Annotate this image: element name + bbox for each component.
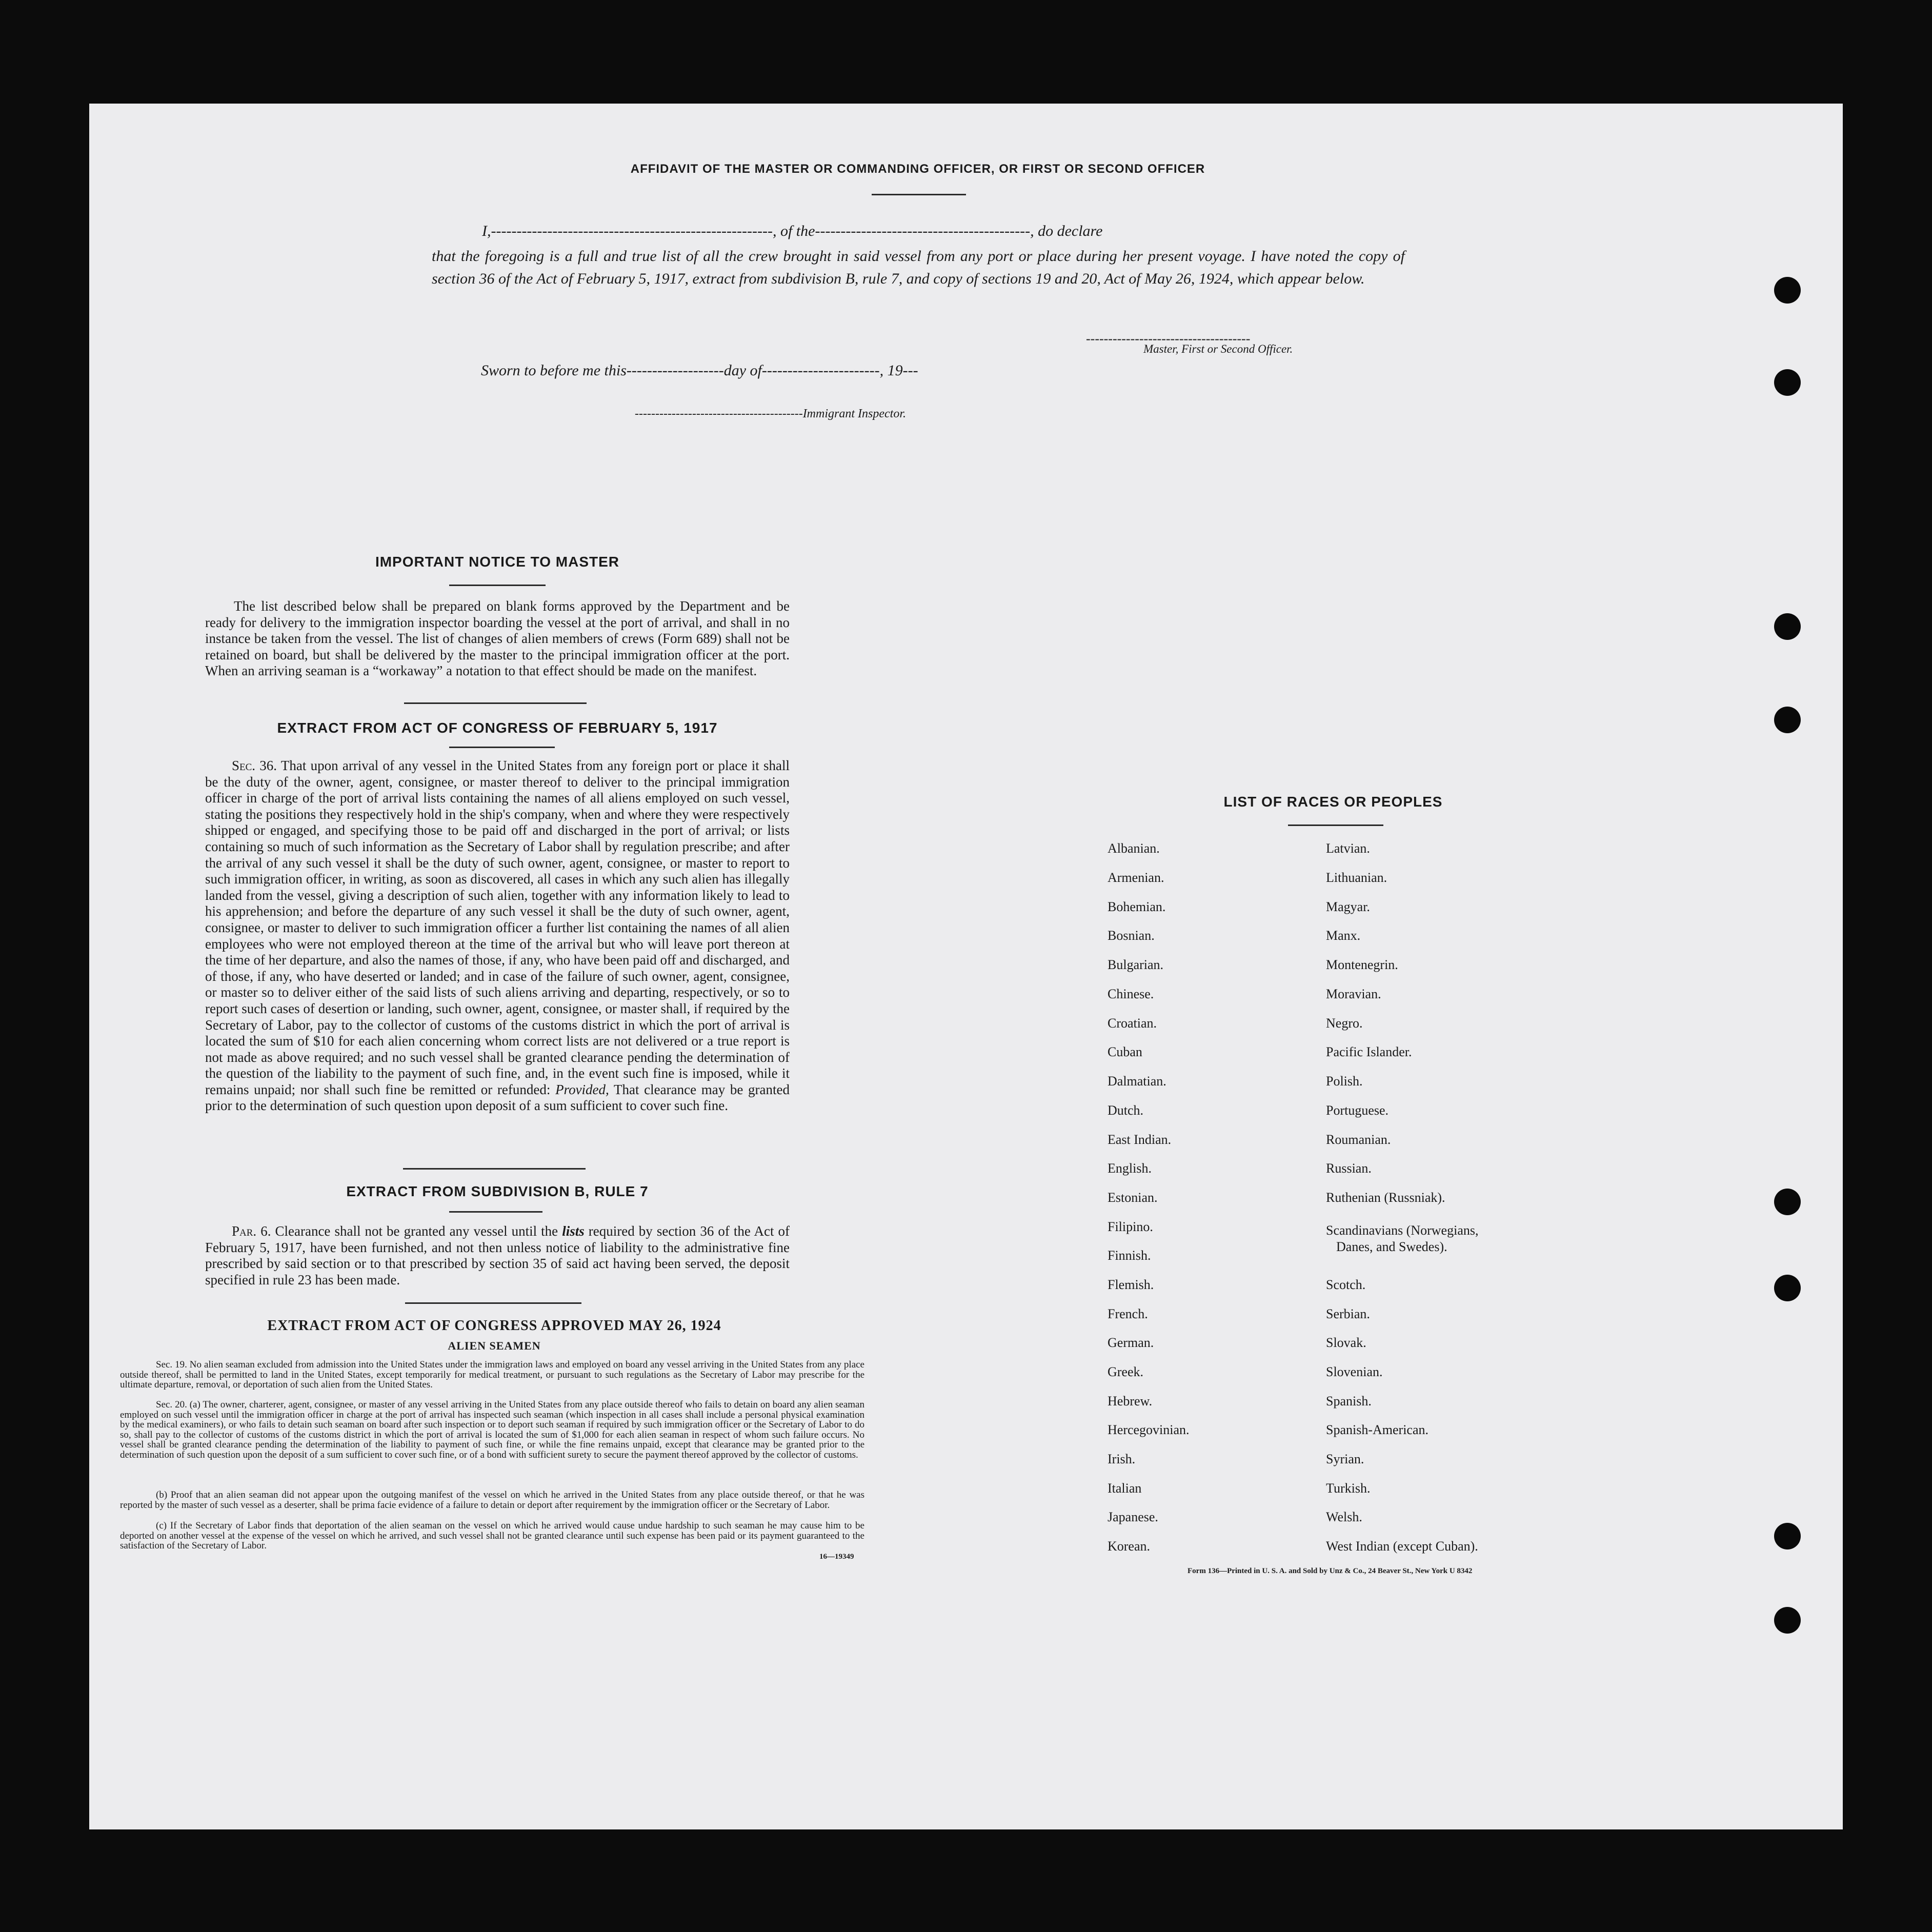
race-entry: Roumanian. (1326, 1132, 1391, 1147)
affidavit-declare: , do declare (1030, 223, 1103, 239)
month-blank: ----------------------- (761, 362, 880, 379)
binder-hole (1774, 1275, 1801, 1301)
binder-hole (1774, 277, 1801, 304)
race-entry: Slovenian. (1326, 1364, 1383, 1379)
binder-hole (1774, 707, 1801, 733)
binder-hole (1774, 1523, 1801, 1549)
paragraph-text: Clearance shall not be granted any vessel until the (275, 1223, 558, 1239)
master-signature-label: Master, First or Second Officer. (1143, 343, 1293, 355)
paragraph-text-end: required by section 36 of the Act of February 5, 1917, have been furnished, and not then unless notice of liability to the administrative fine prescribed by said section or to that prescribed by section 35 of said act having been served, the deposit specified in rule 23 has been made. (205, 1223, 790, 1287)
race-entry: Russian. (1326, 1161, 1372, 1176)
race-entry: Latvian. (1326, 841, 1370, 856)
race-entry: Estonian. (1108, 1190, 1158, 1205)
affidavit-title: AFFIDAVIT OF THE MASTER OR COMMANDING OFFICER, OR FIRST OR SECOND OFFICER (630, 162, 1205, 176)
race-entry: Hebrew. (1108, 1394, 1153, 1408)
inspector-label: Immigrant Inspector. (802, 407, 907, 420)
provided-word: Provided, (555, 1081, 609, 1097)
race-entry: Polish. (1326, 1074, 1363, 1089)
races-title: LIST OF RACES OR PEOPLES (1223, 794, 1443, 810)
race-entry: Greek. (1108, 1364, 1144, 1379)
divider (449, 747, 555, 748)
divider (449, 1211, 542, 1213)
year-label: , 19 (879, 362, 903, 379)
sworn-label: Sworn to before me this (481, 362, 627, 379)
binder-hole (1774, 369, 1801, 396)
day-blank: ------------------- (626, 362, 724, 379)
vessel-blank: ------------------------------------------ (815, 223, 1031, 239)
race-entry: Filipino. (1108, 1219, 1153, 1234)
extract-1917-title: EXTRACT FROM ACT OF CONGRESS OF FEBRUARY 5, 1917 (277, 720, 718, 736)
extract-rule7-title: EXTRACT FROM SUBDIVISION B, RULE 7 (346, 1183, 649, 1199)
race-entry: Ruthenian (Russniak). (1326, 1190, 1445, 1205)
race-entry: Moravian. (1326, 987, 1381, 1001)
race-entry: Italian (1108, 1481, 1142, 1496)
section-number: Sec. 36. (232, 758, 277, 773)
sworn-line (481, 362, 918, 379)
race-entry: Bohemian. (1108, 899, 1166, 914)
race-entry: Chinese. (1108, 987, 1154, 1001)
race-entry: English. (1108, 1161, 1152, 1176)
race-entry: Portuguese. (1326, 1103, 1389, 1118)
affidavit-i: I, (482, 223, 491, 239)
race-entry: Pacific Islander. (1326, 1044, 1412, 1059)
extract-1924-title: EXTRACT FROM ACT OF CONGRESS APPROVED MAY 26, 1924 (267, 1318, 721, 1334)
race-entry: Bosnian. (1108, 928, 1155, 943)
race-entry: Hercegovinian. (1108, 1422, 1190, 1437)
name-blank: ------------------------------------------------------- (491, 223, 773, 239)
race-entry: Bulgarian. (1108, 957, 1164, 972)
notice-body: The list described below shall be prepared on blank forms approved by the Department and be ready for delivery to the immigration inspector boarding the vessel at the port of arrival, and shall in no instance be taken from the vessel. The list of changes of alien members of crews (Form 689) shall not be retained on board, but shall be delivered by the master to the principal immigration officer at the port. When an arriving seaman is a “workaway” a notation to that effect should be made on the manifest. (205, 598, 790, 679)
inspector-blank: ----------------------------------------- (635, 407, 803, 420)
extract-1917-body (205, 758, 790, 1114)
sec-20c-text: (c) If the Secretary of Labor finds that deportation of the alien seaman on the vessel on which he arrived would cause undue hardship to such seaman he may cause him to be deported on another vessel at the expense of the vessel on which he arrived, and such vessel shall not be granted clearance until such expense has been paid or its payment guaranteed to the satisfaction of the Secretary of Labor. (120, 1520, 864, 1552)
race-entry: Montenegrin. (1326, 957, 1398, 972)
race-entry: Spanish-American. (1326, 1422, 1429, 1437)
race-entry: Manx. (1326, 928, 1361, 943)
race-entry: Japanese. (1108, 1510, 1158, 1524)
race-entry: Croatian. (1108, 1016, 1157, 1031)
binder-hole (1774, 613, 1801, 640)
race-entry: Slovak. (1326, 1335, 1366, 1350)
affidavit-line-1 (482, 223, 1405, 240)
race-entry: Spanish. (1326, 1394, 1372, 1408)
race-entry: East Indian. (1108, 1132, 1172, 1147)
race-entry: German. (1108, 1335, 1154, 1350)
race-entry: Dalmatian. (1108, 1074, 1166, 1089)
race-entry: Flemish. (1108, 1277, 1154, 1292)
inspector-line (635, 407, 906, 421)
paragraph-number: Par. 6. (232, 1223, 271, 1239)
race-entry: Scandinavians (Norwegians, (1326, 1223, 1479, 1238)
race-entry: Negro. (1326, 1016, 1363, 1031)
master-signature-blank: ------------------------------------- (1086, 331, 1251, 346)
day-of-label: day of (723, 362, 762, 379)
race-entry: Armenian. (1108, 870, 1164, 885)
affidavit-of-the: , of the (772, 223, 815, 239)
divider (872, 194, 966, 195)
year-blank: --- (902, 362, 918, 379)
race-entry: Syrian. (1326, 1452, 1364, 1466)
race-entry: Lithuanian. (1326, 870, 1387, 885)
affidavit-body: that the foregoing is a full and true list of all the crew brought in said vessel from any port or place during her present voyage. I have noted the copy of section 36 of the Act of February 5, 1917, extract from subdivision B, rule 7, and copy of sections 19 and 20, Act of May 26, 1924, which appear below. (432, 248, 1405, 287)
race-entry: Cuban (1108, 1044, 1142, 1059)
extract-1924-subtitle: ALIEN SEAMEN (448, 1339, 541, 1352)
form-code: 16—19349 (819, 1553, 854, 1561)
race-entry: West Indian (except Cuban). (1326, 1539, 1478, 1554)
divider (1288, 824, 1383, 826)
section-text: That upon arrival of any vessel in the United States from any foreign port or place it shall be the duty of the owner, agent, consignee, or master thereof to deliver to the principal immigration officer in charge of the port of arrival lists containing the names of all aliens employed on such vessel, stating the positions they respectively hold in the ship's company, when and where they were respectively shipped or engaged, and specifying those to be paid off and discharged in the port of arrival; or lists containing so much of such information as the Secretary of Labor shall by regulation prescribe; and after the arrival of any such vessel it shall be the duty of such owner, agent, consignee, or master to report to such immigration officer, in writing, as soon as discovered, all cases in which any such alien has illegally landed from the vessel, giving a description of such alien, together with any information likely to lead to his apprehension; and before the departure of any such vessel it shall be the duty of such owner, agent, consignee, or master to deliver to such immigration officer a further list containing the names of all alien employees who were not employed thereon at the time of the arrival but who will leave port thereon at the time of her departure, and also the names of those, if any, who have been paid off and discharged, and of those, if any, who have deserted or landed; and in case of the failure of such owner, agent, consignee, or master so to deliver either of the said lists of such aliens arriving and departing, respectively, or so to report such cases of desertion or landing, such owner, agent, consignee, or master shall, if required by the Secretary of Labor, pay to the collector of customs of the customs district in which the port of arrival is located the sum of $10 for each alien concerning whom correct lists are not delivered or a true report is not made as above required; and no such vessel shall be granted clearance pending the determination of the question of the liability to the payment of such fine, and, in the event such fine is imposed, while it remains unpaid; nor shall such fine be remitted or refunded: (205, 758, 790, 1097)
race-entry: Albanian. (1108, 841, 1160, 856)
race-entry: Welsh. (1326, 1510, 1362, 1524)
race-entry: Serbian. (1326, 1306, 1370, 1321)
binder-hole (1774, 1607, 1801, 1634)
divider (404, 702, 587, 704)
race-entry: Korean. (1108, 1539, 1151, 1554)
notice-title: IMPORTANT NOTICE TO MASTER (375, 554, 620, 570)
lists-word: lists (562, 1223, 585, 1239)
section-text-end: That clearance may be granted prior to the determination of such question upon deposit of a sum sufficient to cover such fine. (205, 1081, 790, 1114)
binder-hole (1774, 1189, 1801, 1215)
extract-rule7-body (205, 1223, 790, 1288)
sec-20a-text: Sec. 20. (a) The owner, charterer, agent, consignee, or master of any vessel arriving in the United States from any place outside thereof who fails to detain on board any alien seaman employed on such vessel until the immigration officer in charge at the port of arrival has inspected such seaman (which inspection in all cases shall include a personal physical examination by the medical examiners), or who fails to detain such seaman on board after such inspection or to deport such seaman if required by such immigration officer or the Secretary of Labor to do so, shall pay to the collector of customs of the customs district in which the port of arrival is located the sum of $1,000 for each alien seaman in respect of whom such failure occurs. No vessel shall be granted clearance pending the determination of the liability to payment of such fine, or while the fine remains unpaid, except that clearance may be granted prior to the determination of such question upon the deposit of a sum sufficient to cover such fine, or of a bond with sufficient surety to secure the payment thereof approved by the collector of customs. (120, 1399, 864, 1460)
race-entry: Dutch. (1108, 1103, 1144, 1118)
race-entry: Magyar. (1326, 899, 1370, 914)
race-entry: Irish. (1108, 1452, 1136, 1466)
race-entry: Finnish. (1108, 1248, 1151, 1263)
race-entry: Danes, and Swedes). (1336, 1239, 1447, 1254)
divider (403, 1168, 586, 1170)
sec-19-text: Sec. 19. No alien seaman excluded from admission into the United States under the immigration laws and employed on board any vessel arriving in the United States from any place outside thereof, shall be permitted to land in the United States, except temporarily for medical treatment, or pursuant to such regulations as the Secretary of Labor may prescribe for the ultimate departure, removal, or deportation of such alien from the United States. (120, 1359, 864, 1391)
race-entry: Scotch. (1326, 1277, 1366, 1292)
divider (449, 585, 546, 586)
divider (405, 1302, 581, 1304)
sec-20b-text: (b) Proof that an alien seaman did not appear upon the outgoing manifest of the vessel on which he arrived in the United States from any place outside thereof, or that he was reported by the master of such vessel as a deserter, shall be prima facie evidence of a failure to detain or deport after requirement by the immigration officer or the Secretary of Labor. (120, 1490, 864, 1511)
race-entry: French. (1108, 1306, 1148, 1321)
race-entry: Turkish. (1326, 1481, 1371, 1496)
printer-footer: Form 136—Printed in U. S. A. and Sold by Unz & Co., 24 Beaver St., New York U 8342 (1188, 1567, 1473, 1575)
